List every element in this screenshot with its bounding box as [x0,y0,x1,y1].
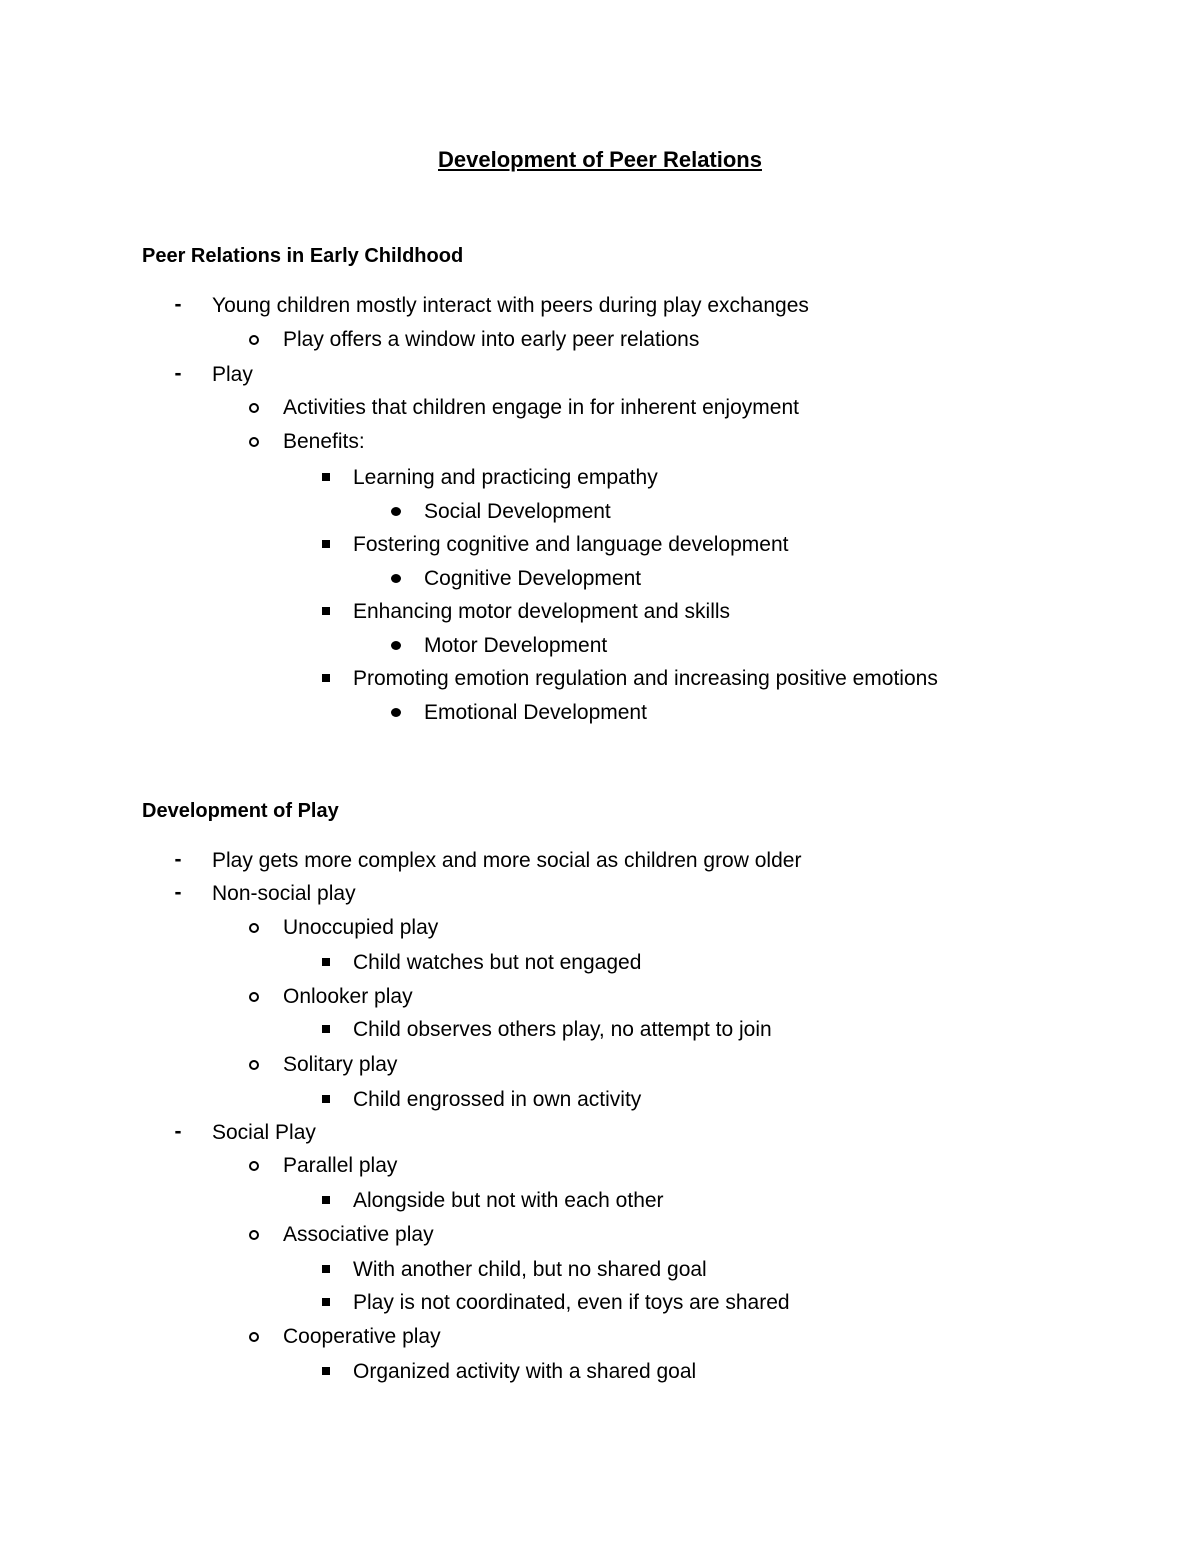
outline-item-level-2: Associative play [283,1223,434,1246]
outline-item-level-2: Parallel play [283,1154,398,1177]
outline-item-level-3: Enhancing motor development and skills [353,600,731,623]
dash-bullet-icon: - [174,881,182,904]
section-heading-development-of-play: Development of Play [142,800,339,822]
outline-item-level-4: Motor Development [424,634,608,657]
square-bullet-icon [322,1095,330,1103]
outline-item-level-3: Child engrossed in own activity [353,1088,642,1111]
outline-item-level-3: Fostering cognitive and language development [353,533,789,556]
dash-bullet-icon: - [174,1120,182,1143]
hollow-circle-bullet-icon [249,923,259,933]
outline-item-level-1: Non-social play [212,882,356,905]
square-bullet-icon [322,674,330,682]
outline-item-level-2: Unoccupied play [283,916,439,939]
square-bullet-icon [322,540,330,548]
square-bullet-icon [322,1025,330,1033]
outline-item-level-3: Play is not coordinated, even if toys are shared [353,1291,790,1314]
dot-bullet-icon [391,574,401,583]
hollow-circle-bullet-icon [249,1230,259,1240]
dot-bullet-icon [391,641,401,650]
outline-item-level-4: Cognitive Development [424,567,642,590]
square-bullet-icon [322,1367,330,1375]
outline-item-level-2: Activities that children engage in for inherent enjoyment [283,396,799,419]
document-title: Development of Peer Relations [438,147,762,172]
hollow-circle-bullet-icon [249,992,259,1002]
dash-bullet-icon: - [174,362,182,385]
outline-item-level-2: Onlooker play [283,985,413,1008]
dash-bullet-icon: - [174,293,182,316]
outline-item-level-3: Alongside but not with each other [353,1189,664,1212]
outline-item-level-3: With another child, but no shared goal [353,1258,707,1281]
outline-item-level-1: Young children mostly interact with peers during play exchanges [212,294,809,317]
hollow-circle-bullet-icon [249,403,259,413]
section-heading-peer-relations: Peer Relations in Early Childhood [142,245,464,267]
hollow-circle-bullet-icon [249,1161,259,1171]
dot-bullet-icon [391,507,401,516]
hollow-circle-bullet-icon [249,437,259,447]
outline-item-level-1: Social Play [212,1121,316,1144]
square-bullet-icon [322,1265,330,1273]
outline-item-level-3: Promoting emotion regulation and increasing positive emotions [353,667,938,690]
hollow-circle-bullet-icon [249,1060,259,1070]
outline-item-level-2: Play offers a window into early peer relations [283,328,700,351]
outline-item-level-3: Child watches but not engaged [353,951,642,974]
outline-item-level-3: Child observes others play, no attempt to join [353,1018,772,1041]
outline-item-level-4: Emotional Development [424,701,647,724]
square-bullet-icon [322,1298,330,1306]
square-bullet-icon [322,958,330,966]
hollow-circle-bullet-icon [249,1332,259,1342]
dash-bullet-icon: - [174,848,182,871]
square-bullet-icon [322,473,330,481]
hollow-circle-bullet-icon [249,335,259,345]
dot-bullet-icon [391,708,401,717]
outline-item-level-1: Play gets more complex and more social as children grow older [212,849,802,872]
outline-item-level-2: Solitary play [283,1053,398,1076]
outline-item-level-2: Cooperative play [283,1325,441,1348]
outline-item-level-2: Benefits: [283,430,365,453]
outline-item-level-4: Social Development [424,500,611,523]
outline-item-level-3: Learning and practicing empathy [353,466,658,489]
square-bullet-icon [322,1196,330,1204]
outline-item-level-3: Organized activity with a shared goal [353,1360,697,1383]
outline-item-level-1: Play [212,363,253,386]
square-bullet-icon [322,607,330,615]
